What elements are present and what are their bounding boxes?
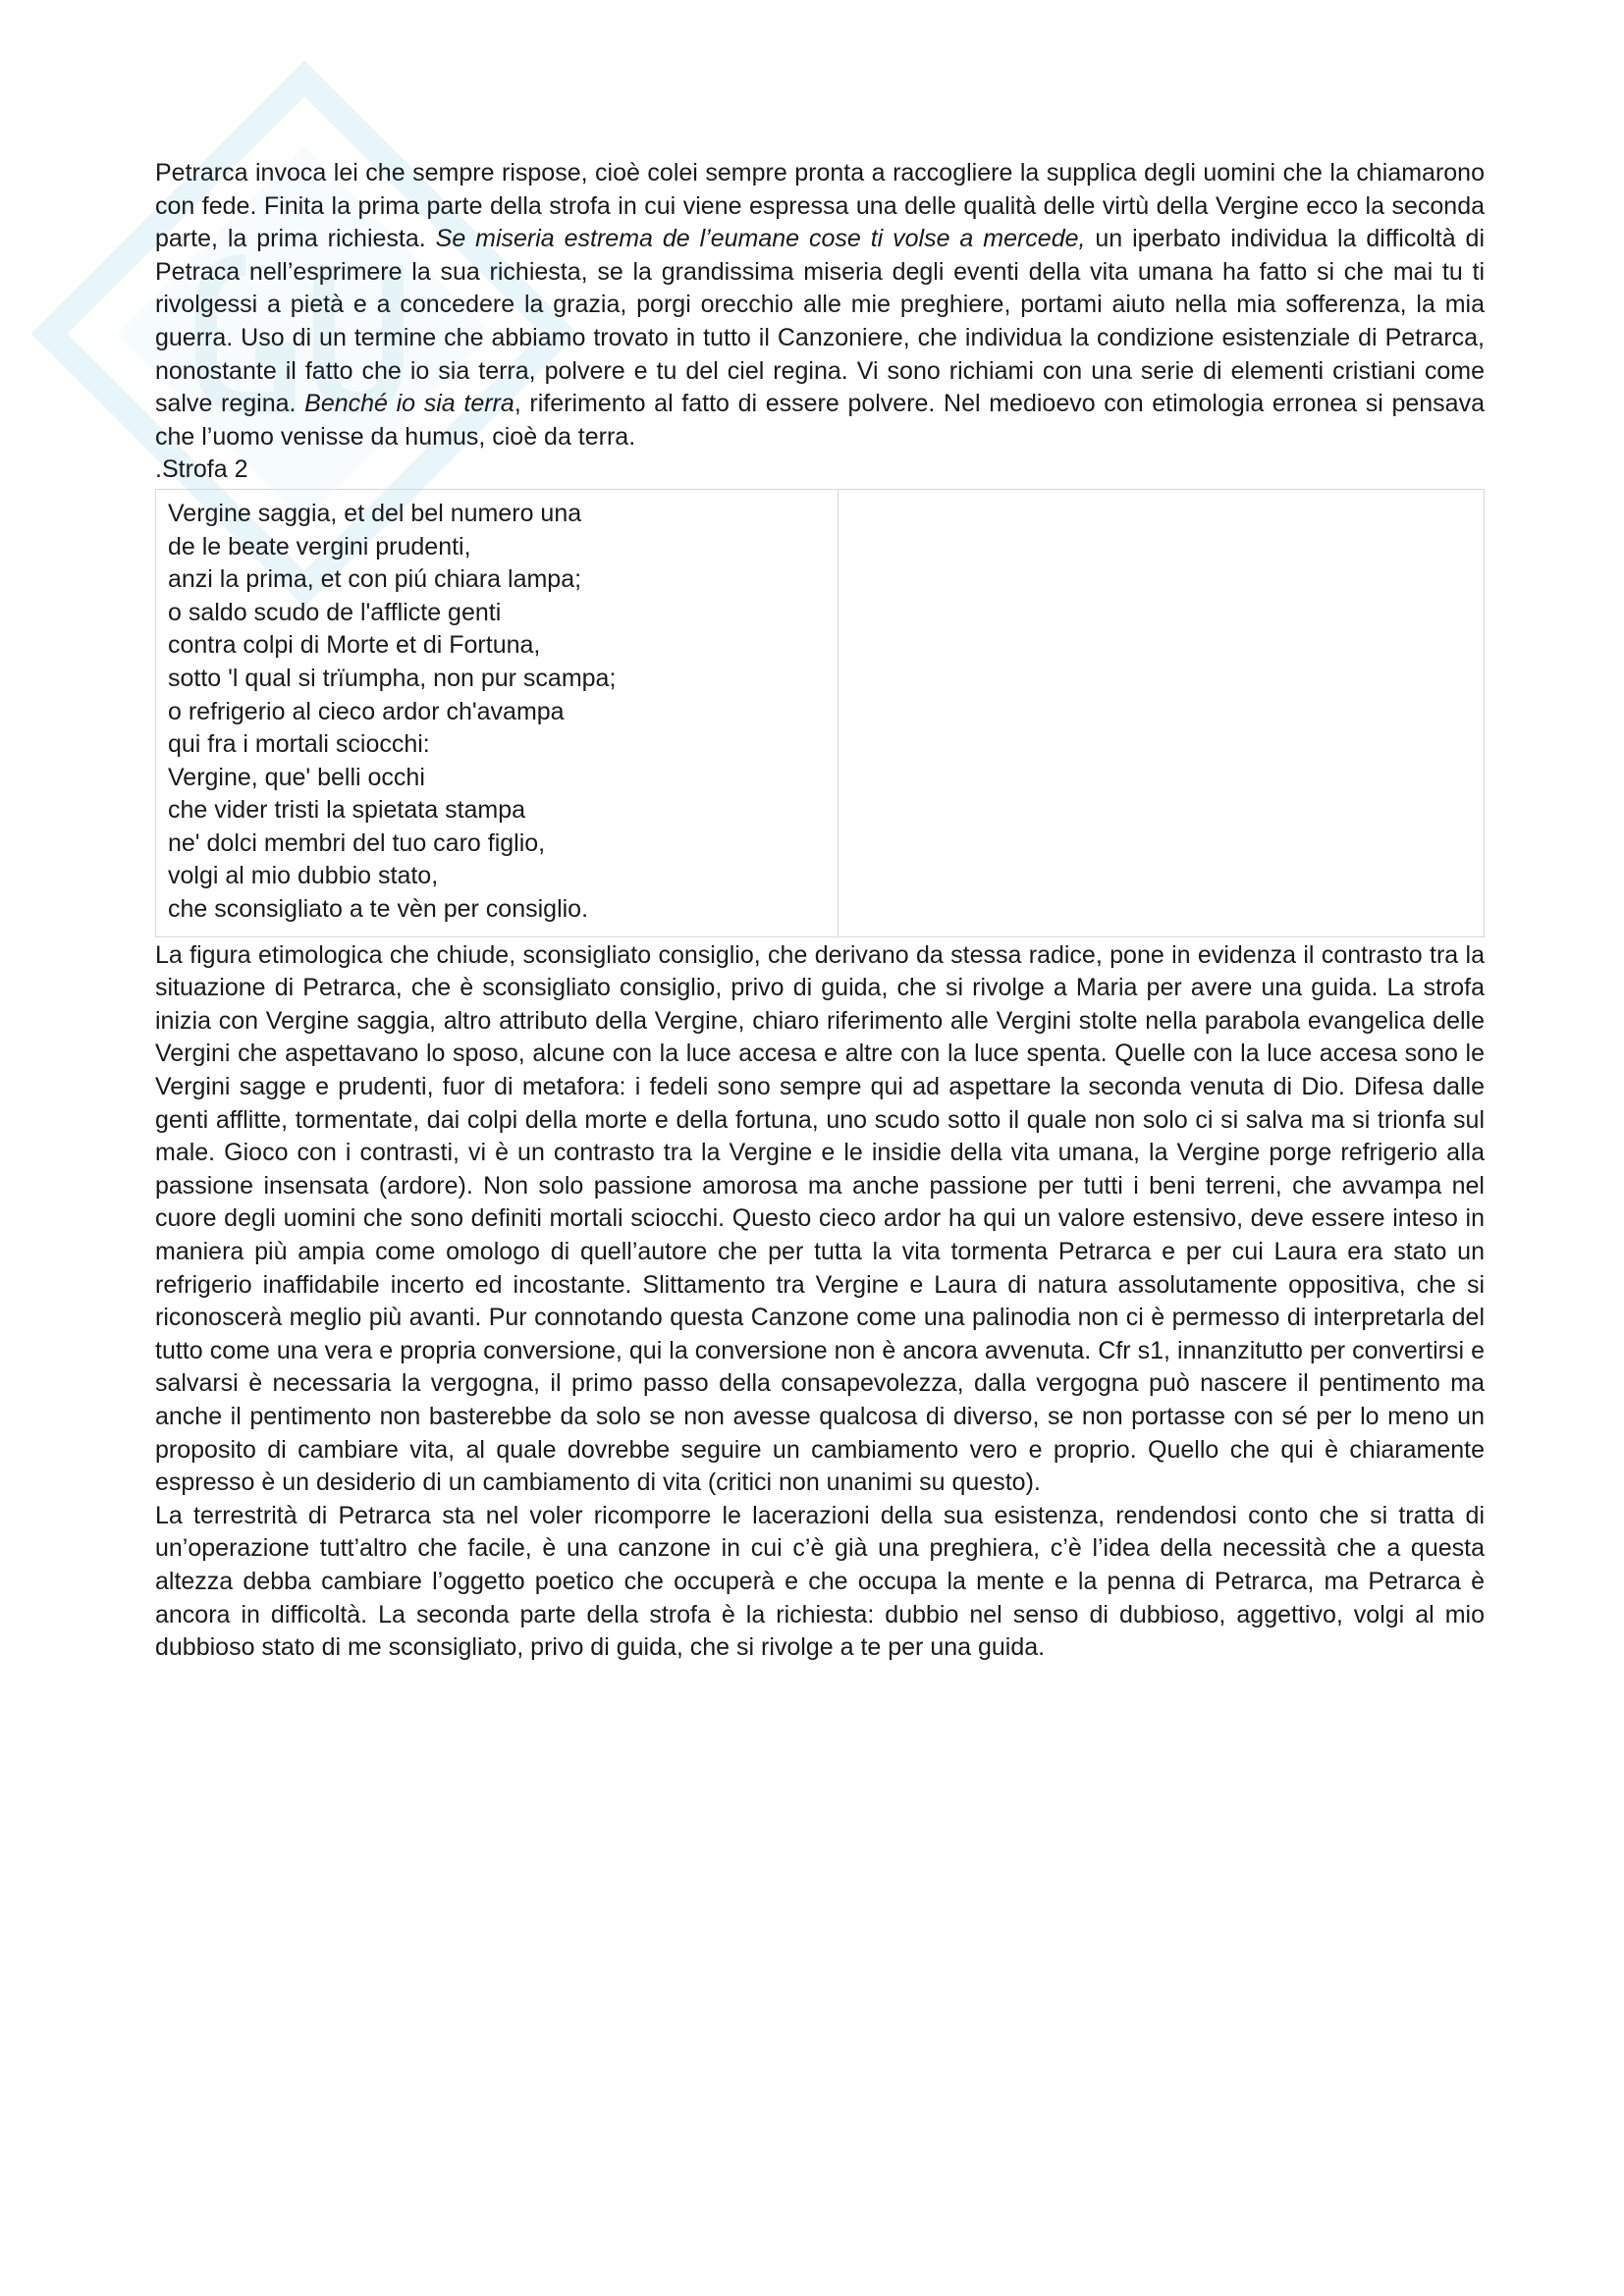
- paragraph-conclusion: La terrestrità di Petrarca sta nel voler ricomporre le lacerazioni della sua esistenza, rendendosi conto che si tratta di un’operazione tutt’altro che facile, è una canzone in cui c’è già una preghiera, c’è l’idea della necessità che a questa altezza debba cambiare l’oggetto poetico che occuperà e che occupa la mente e la penna di Petrarca, ma Petrarca è ancora in difficoltà. La seconda parte della strofa è la richiesta: dubbio nel senso di dubbioso, aggettivo, volgi al mio dubbioso stato di me sconsigliato, privo di guida, che si rivolge a te per una guida.: [155, 1501, 1485, 1662]
- section-heading-strofa: .Strofa 2: [155, 455, 248, 484]
- poem-line: qui fra i mortali sciocchi:: [168, 730, 430, 759]
- document-body: [155, 157, 1485, 1665]
- poem-line: contra colpi di Morte et di Fortuna,: [168, 631, 541, 660]
- poem-line: o saldo scudo de l'afflicte genti: [168, 598, 502, 626]
- poem-line: volgi al mio dubbio stato,: [168, 862, 439, 890]
- poem-cell: [156, 489, 839, 936]
- poem-table: [155, 489, 1485, 937]
- paragraph-intro-text-2: un iperbato individua la difficoltà di Petraca nell’esprimere la sua richiesta, se la grandissima miseria degli eventi della vita umana ha fatto si che mai tu ti rivolgessi a pietà e a concedere la grazia, porgi orecchio alle mie preghiere, portami aiuto nella mia sofferenza, la mia guerra. Uso di un termine che abbiamo trovato in tutto il Canzoniere, che individua la condizione esistenziale di Petrarca, nonostante il fatto che io sia terra, polvere e tu del ciel regina. Vi sono richiami con una serie di elementi cristiani come salve regina.: [155, 225, 1486, 418]
- poem-table-row: [156, 489, 1485, 936]
- poem-line: anzi la prima, et con piú chiara lampa;: [168, 565, 582, 594]
- poem-line: Vergine saggia, et del bel numero una: [168, 499, 582, 527]
- empty-table-cell: [839, 489, 1485, 936]
- poem-line: che sconsigliato a te vèn per consiglio.: [168, 895, 589, 924]
- paragraph-intro: [155, 157, 1485, 454]
- paragraph-intro-text-3: , riferimento al fatto di essere polvere. Nel medioevo con etimologia erronea si pensava che l’uomo venisse da humus, cioè da terra.: [155, 390, 1485, 451]
- poem-line: Vergine, que' belli occhi: [168, 763, 425, 791]
- poem-line: ne' dolci membri del tuo caro figlio,: [168, 828, 546, 857]
- poem-line: de le beate vergini prudenti,: [168, 532, 471, 561]
- paragraph-commentary: La figura etimologica che chiude, sconsigliato consiglio, che derivano da stessa radice, pone in evidenza il contrasto tra la situazione di Petrarca, che è sconsigliato consiglio, privo di guida, che si rivolge a Maria per avere una guida. La strofa inizia con Vergine saggia, altro attributo della Vergine, chiaro riferimento alle Vergini stolte nella parabola evangelica delle Vergini che aspettavano lo sposo, alcune con la luce accesa e altre con la luce spenta. Quelle con la luce accesa sono le Vergini sagge e prudenti, fuor di metafora: i fedeli sono sempre qui ad aspettare la seconda venuta di Dio. Difesa dalle genti afflitte, tormentate, dai colpi della morte e della fortuna, uno scudo sotto il quale non solo ci si salva ma si trionfa sul male. Gioco con i contrasti, vi è un contrasto tra la Vergine e le insidie della vita umana, la Vergine porge refrigerio alla passione insensata (ardore). Non solo passione amorosa ma anche passione per tutti i beni terreni, che avvampa nel cuore degli uomini che sono definiti mortali sciocchi. Questo cieco ardor ha qui un valore estensivo, deve essere inteso in maniera più ampia come omologo di quell’autore che per tutta la vita tormenta Petrarca e per cui Laura era stato un refrigerio inaffidabile incerto ed incostante. Slittamento tra Vergine e Laura di natura assolutamente oppositiva, che si riconoscerà meglio più avanti. Pur connotando questa Canzone come una palinodia non ci è permesso di interpretarla del tutto come una vera e propria conversione, qui la conversione non è ancora avvenuta. Cfr s1, innanzitutto per convertirsi e salvarsi è necessaria la vergogna, il primo passo della consapevolezza, dalla vergogna può nascere il pentimento ma anche il pentimento non basterebbe da solo se non avesse qualcosa di diverso, se non portasse con sé per lo meno un proposito di cambiare vita, al quale dovrebbe seguire un cambiamento vero e proprio. Quello che qui è chiaramente espresso è un desiderio di un cambiamento di vita (critici non unanimi su questo).: [155, 940, 1485, 1497]
- poem-line: o refrigerio al cieco ardor ch'avampa: [168, 697, 565, 725]
- quote-se-miseria: Se miseria estrema de l’eumane cose ti volse a mercede,: [435, 225, 1086, 253]
- poem-line: che vider tristi la spietata stampa: [168, 796, 526, 825]
- quote-benche-io-sia-terra: Benché io sia terra: [304, 390, 514, 418]
- poem-line: sotto 'l qual si trïumpha, non pur scampa;: [168, 664, 617, 692]
- paragraph-intro-text-1: Petrarca invoca lei che sempre rispose, cioè colei sempre pronta a raccogliere la supplica degli uomini che la chiamarono con fede. Finita la prima parte della strofa in cui viene espressa una delle qualità delle virtù della Vergine ecco la seconda parte, la prima richiesta.: [155, 159, 1485, 253]
